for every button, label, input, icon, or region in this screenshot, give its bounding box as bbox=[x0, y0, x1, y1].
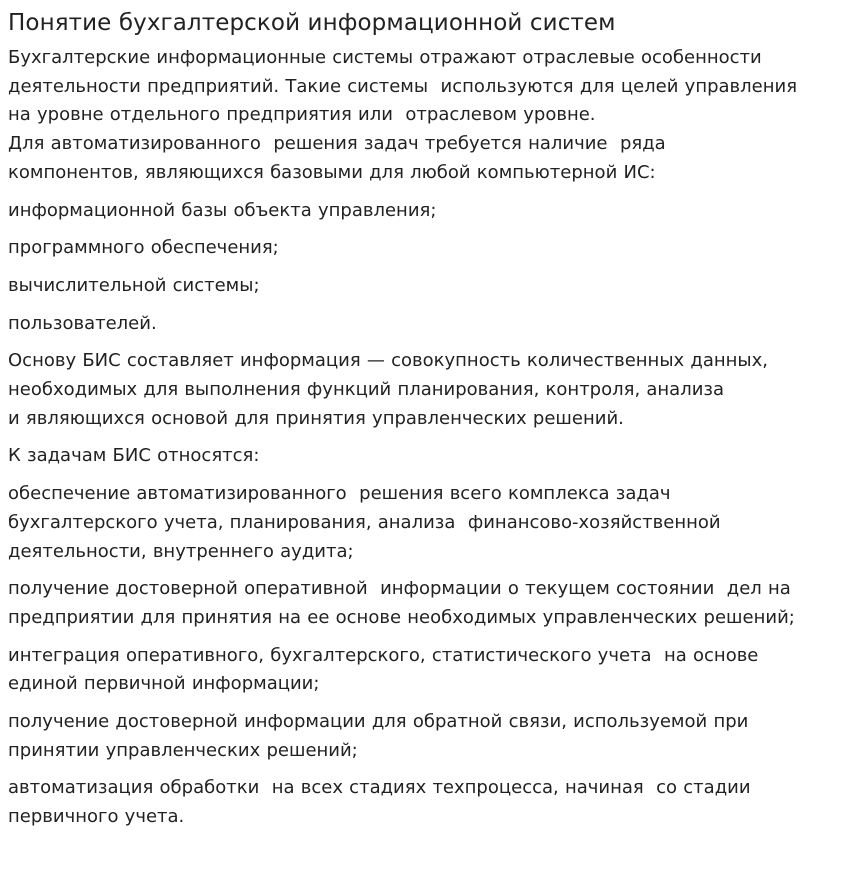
component-item: пользователей. bbox=[8, 312, 157, 334]
component-item: информационной базы объекта управления; bbox=[8, 199, 437, 221]
task-item bbox=[8, 480, 839, 566]
basis-paragraph bbox=[8, 347, 839, 433]
component-item: программного обеспечения; bbox=[8, 237, 279, 259]
task-line: бухгалтерского учета, планирования, анализа финансово-хозяйственной bbox=[8, 511, 721, 533]
task-line: единой первичной информации; bbox=[8, 673, 320, 695]
task-line: принятии управленческих решений; bbox=[8, 739, 358, 761]
task-line: первичного учета. bbox=[8, 806, 185, 828]
task-line: деятельности, внутреннего аудита; bbox=[8, 540, 354, 562]
task-item bbox=[8, 575, 839, 632]
intro-line: компонентов, являющихся базовыми для любой компьютерной ИС: bbox=[8, 161, 656, 183]
intro-line: Для автоматизированного решения задач требуется наличие ряда bbox=[8, 133, 666, 155]
intro-paragraph bbox=[8, 44, 839, 188]
intro-line: Бухгалтерские информационные системы отражают отраслевые особенности bbox=[8, 47, 762, 68]
task-item bbox=[8, 708, 839, 765]
component-item: вычислительной системы; bbox=[8, 274, 260, 296]
intro-line: деятельности предприятий. Такие системы используются для целей управления bbox=[8, 75, 798, 97]
tasks-heading: К задачам БИС относятся: bbox=[8, 445, 260, 467]
task-line: обеспечение автоматизированного решения всего комплекса задач bbox=[8, 483, 671, 505]
task-line: интеграция оперативного, бухгалтерского, статистического учета на основе bbox=[8, 644, 759, 666]
task-item bbox=[8, 774, 839, 831]
basis-line: необходимых для выполнения функций планирования, контроля, анализа bbox=[8, 379, 725, 401]
task-line: предприятии для принятия на ее основе необходимых управленческих решений; bbox=[8, 606, 795, 628]
page-title: Понятие бухгалтерской информационной систем bbox=[8, 10, 616, 36]
task-item bbox=[8, 642, 839, 699]
basis-line: Основу БИС составляет информация — совокупность количественных данных, bbox=[8, 350, 769, 372]
task-line: получение достоверной оперативной информации о текущем состоянии дел на bbox=[8, 578, 791, 600]
basis-line: и являющихся основой для принятия управленческих решений. bbox=[8, 407, 624, 429]
task-line: автоматизация обработки на всех стадиях техпроцесса, начиная со стадии bbox=[8, 777, 751, 799]
task-line: получение достоверной информации для обратной связи, используемой при bbox=[8, 711, 749, 733]
intro-line: на уровне отдельного предприятия или отраслевом уровне. bbox=[8, 104, 596, 126]
